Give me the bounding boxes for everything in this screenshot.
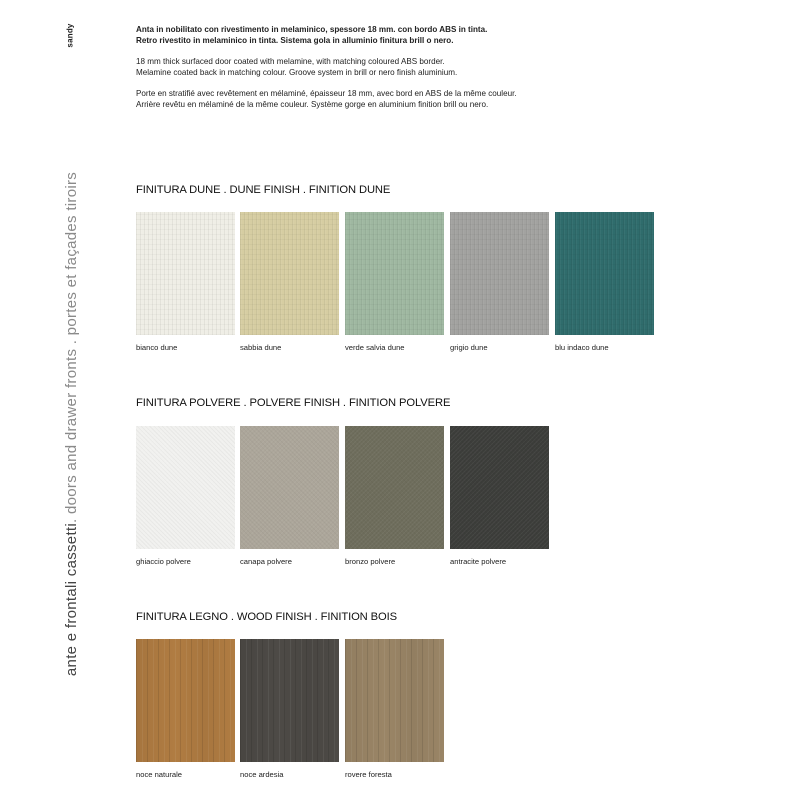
- brand-label: [60, 14, 80, 56]
- intro-italian: [136, 24, 756, 46]
- swatch-chip: [345, 639, 444, 762]
- swatch-chip: [240, 639, 339, 762]
- intro-it-line-1: Anta in nobilitato con rivestimento in melaminico, spessore 18 mm. con bordo ABS in tinta.: [136, 25, 488, 34]
- section-title: FINITURA DUNE . DUNE FINISH . FINITION DUNE: [136, 184, 391, 196]
- swatch-label: canapa polvere: [240, 557, 292, 566]
- intro-en-line-2: Melamine coated back in matching colour. Groove system in brill or nero finish aluminium.: [136, 68, 458, 77]
- side-title: [57, 159, 85, 689]
- swatch-ghiaccio-polvere: [136, 426, 235, 566]
- swatch-blu-indaco-dune: [555, 212, 654, 352]
- swatch-chip: [240, 426, 339, 549]
- side-title-light: . doors and drawer fronts . portes et façades tiroirs: [62, 171, 80, 523]
- swatch-noce-ardesia: [240, 639, 339, 779]
- swatch-label: rovere foresta: [345, 770, 392, 779]
- swatch-label: grigio dune: [450, 343, 488, 352]
- intro-fr-line-2: Arrière revêtu en mélaminé de la même couleur. Système gorge en aluminium finition brill ou nero.: [136, 100, 489, 109]
- swatch-verde-salvia-dune: [345, 212, 444, 352]
- intro-french: [136, 88, 756, 110]
- swatch-grigio-dune: [450, 212, 549, 352]
- swatch-noce-naturale: [136, 639, 235, 779]
- swatch-label: verde salvia dune: [345, 343, 405, 352]
- swatch-chip: [136, 639, 235, 762]
- swatch-bianco-dune: [136, 212, 235, 352]
- intro-fr-line-1: Porte en stratifié avec revêtement en mélaminé, épaisseur 18 mm, avec bord en ABS de la même couleur.: [136, 89, 517, 98]
- swatch-chip: [555, 212, 654, 335]
- swatch-chip: [345, 212, 444, 335]
- swatch-label: ghiaccio polvere: [136, 557, 191, 566]
- swatch-label: bianco dune: [136, 343, 178, 352]
- swatch-chip: [450, 426, 549, 549]
- swatch-rovere-foresta: [345, 639, 444, 779]
- swatch-chip: [136, 426, 235, 549]
- intro-en-line-1: 18 mm thick surfaced door coated with melamine, with matching coloured ABS border.: [136, 57, 445, 66]
- swatch-bronzo-polvere: [345, 426, 444, 566]
- swatch-chip: [136, 212, 235, 335]
- swatch-chip: [345, 426, 444, 549]
- swatch-chip: [450, 212, 549, 335]
- intro-text: [136, 24, 756, 120]
- section-title: FINITURA LEGNO . WOOD FINISH . FINITION BOIS: [136, 611, 398, 623]
- swatch-canapa-polvere: [240, 426, 339, 566]
- intro-english: [136, 56, 756, 78]
- swatch-label: blu indaco dune: [555, 343, 609, 352]
- swatch-label: noce ardesia: [240, 770, 284, 779]
- swatch-antracite-polvere: [450, 426, 549, 566]
- intro-it-line-2: Retro rivestito in melaminico in tinta. Sistema gola in alluminio finitura brill o nero.: [136, 36, 454, 45]
- swatch-label: noce naturale: [136, 770, 183, 779]
- swatch-sabbia-dune: [240, 212, 339, 352]
- section-title: FINITURA POLVERE . POLVERE FINISH . FINITION POLVERE: [136, 397, 451, 409]
- brand-text: sandy: [65, 22, 75, 48]
- swatch-label: bronzo polvere: [345, 557, 396, 566]
- section-polvere-finish: [136, 397, 507, 566]
- swatch-label: sabbia dune: [240, 343, 282, 352]
- side-title-bold: ante e frontali cassetti: [62, 522, 80, 677]
- section-wood-finish: [136, 611, 398, 779]
- swatch-chip: [240, 212, 339, 335]
- section-dune-finish: [136, 184, 609, 352]
- swatch-label: antracite polvere: [450, 557, 507, 566]
